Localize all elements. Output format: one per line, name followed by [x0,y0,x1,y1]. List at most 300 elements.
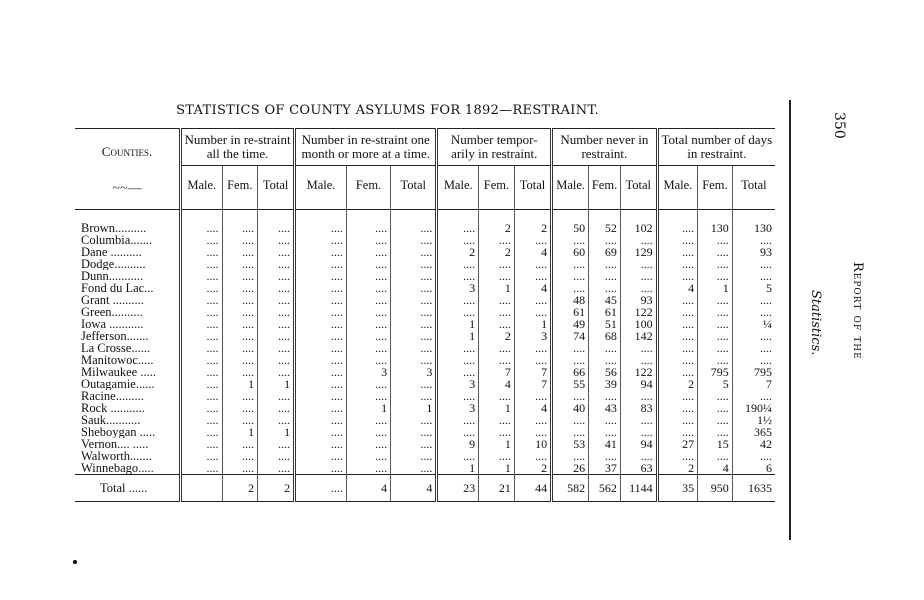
table-cell: .... [620,450,657,462]
table-cell: 41 [589,438,621,450]
table-cell: 1 [437,318,479,330]
table-cell: .... [657,234,697,246]
table-cell: .... [657,306,697,318]
table-cell: .... [295,366,347,378]
table-cell: .... [589,234,621,246]
table-cell: .... [258,258,295,270]
sub-header-fem: Fem. [346,166,390,210]
table-cell: .... [657,354,697,366]
table-cell: .... [479,318,515,330]
table-cell: .... [181,438,223,450]
table-cell: .... [514,450,551,462]
table-cell: .... [589,414,621,426]
sub-header-fem: Fem. [698,166,733,210]
table-cell: .... [657,414,697,426]
table-cell: .... [620,354,657,366]
table-cell: .... [181,342,223,354]
table-cell: .... [437,234,479,246]
group-header-total-days: Total number of days in restraint. [657,129,775,166]
table-cell: .... [514,414,551,426]
table-cell: 55 [552,378,589,390]
table-cell: .... [258,450,295,462]
table-cell: 7 [732,378,775,390]
table-cell: 129 [620,246,657,258]
county-name: Outagamie...... [81,378,155,390]
table-cell: .... [391,414,437,426]
table-cell: .... [181,246,223,258]
table-cell: 562 [589,475,621,502]
table-cell: .... [698,450,733,462]
table-cell: .... [657,258,697,270]
sub-header-male: Male. [181,166,223,210]
county-name: Columbia....... [81,234,153,246]
table-cell: .... [437,390,479,402]
table-cell: .... [181,414,223,426]
table-cell: .... [732,234,775,246]
table-cell: .... [391,462,437,475]
table-cell: .... [222,450,258,462]
table-cell: .... [620,234,657,246]
table-cell: .... [657,390,697,402]
table-cell: .... [552,234,589,246]
county-name: Rock ........... [81,402,145,414]
table-cell: .... [258,354,295,366]
table-cell: .... [552,414,589,426]
table-cell: .... [620,258,657,270]
table-cell: .... [657,222,697,234]
table-cell: .... [589,270,621,282]
table-cell: .... [732,354,775,366]
table-cell: .... [295,354,347,366]
table-cell: .... [698,342,733,354]
table-cell: .... [222,330,258,342]
table-cell: .... [258,246,295,258]
table-cell: 4 [514,282,551,294]
table-cell: 2 [258,475,295,502]
sub-header-male: Male. [437,166,479,210]
table-cell: 1 [437,330,479,342]
table-cell: .... [620,390,657,402]
table-cell: .... [181,390,223,402]
table-cell: 63 [620,462,657,475]
county-name: Racine......... [81,390,144,402]
sub-header-total: Total [732,166,775,210]
table-cell: .... [620,342,657,354]
table-cell: .... [222,390,258,402]
table-cell: 1 [479,402,515,414]
table-cell: 4 [391,475,437,502]
group-header-row [75,129,775,166]
county-name: Grant .......... [81,294,144,306]
table-cell: .... [346,330,390,342]
county-name: Vernon.... ..... [81,438,149,450]
county-name: Manitowoc..... [81,354,154,366]
table-cell: .... [295,378,347,390]
table-cell: .... [258,222,295,234]
table-cell: .... [295,258,347,270]
table-cell: 44 [514,475,551,502]
table-cell: .... [437,294,479,306]
table-cell: .... [437,426,479,438]
table-cell: .... [698,402,733,414]
table-cell: .... [479,342,515,354]
table-cell: .... [732,270,775,282]
table-cell: .... [391,246,437,258]
sub-header-total: Total [514,166,551,210]
table-cell: .... [346,426,390,438]
table-cell: .... [181,222,223,234]
table-cell: .... [391,390,437,402]
table-cell: 5 [698,378,733,390]
table-cell: .... [514,390,551,402]
sub-header-male: Male. [552,166,589,210]
table-cell: .... [437,414,479,426]
table-cell: 94 [620,438,657,450]
table-cell: .... [732,258,775,270]
table-cell: .... [514,270,551,282]
table-cell: .... [620,426,657,438]
total-label: Total ...... [75,475,181,502]
table-cell: .... [657,318,697,330]
table-cell: 1 [479,462,515,475]
table-cell: 1 [346,402,390,414]
table-cell: .... [479,306,515,318]
table-cell: 26 [552,462,589,475]
table-cell: .... [295,426,347,438]
table-cell: .... [222,234,258,246]
group-header-one-month: Number in re-straint one month or more at a time. [295,129,437,166]
table-cell: .... [657,426,697,438]
table-cell: .... [479,414,515,426]
table-cell: .... [732,330,775,342]
table-cell: 1635 [732,475,775,502]
table-cell: 4 [514,402,551,414]
sub-header-fem: Fem. [589,166,621,210]
table-cell: .... [222,270,258,282]
table-cell: 93 [620,294,657,306]
table-cell: 6 [732,462,775,475]
county-name: Iowa ........... [81,318,144,330]
table-cell: 51 [589,318,621,330]
sub-header-total: Total [391,166,437,210]
table-cell: 3 [437,378,479,390]
table-cell: .... [514,294,551,306]
table-cell: .... [391,342,437,354]
table-cell: .... [437,222,479,234]
table-cell: 83 [620,402,657,414]
table-cell: 43 [589,402,621,414]
county-name: Sheboygan ..... [81,426,156,438]
table-cell: .... [589,258,621,270]
table-cell: .... [514,306,551,318]
table-cell: .... [514,258,551,270]
table-cell: .... [258,390,295,402]
table-cell: 130 [698,222,733,234]
table-cell: .... [346,354,390,366]
table-cell: .... [295,330,347,342]
table-cell: 4 [698,462,733,475]
table-cell: .... [698,330,733,342]
county-name: La Crosse...... [81,342,151,354]
table-cell: 1 [479,438,515,450]
sub-header-fem: Fem. [222,166,258,210]
table-cell: .... [181,378,223,390]
table-cell: .... [479,258,515,270]
table-cell: 1½ [732,414,775,426]
table-cell: .... [222,366,258,378]
table-cell: .... [222,258,258,270]
table-cell: 795 [698,366,733,378]
table-cell: .... [620,414,657,426]
table-cell: .... [391,258,437,270]
table-cell: 2 [514,222,551,234]
table-cell: .... [181,270,223,282]
table-cell: .... [222,354,258,366]
table-cell: .... [391,378,437,390]
table-cell: .... [589,282,621,294]
table-cell: .... [295,438,347,450]
table-cell: .... [346,414,390,426]
table-cell: .... [479,270,515,282]
table-cell: 60 [552,246,589,258]
table-cell: .... [181,294,223,306]
table-cell: 795 [732,366,775,378]
table-cell: .... [222,342,258,354]
total-row [75,475,775,502]
table-cell: .... [437,258,479,270]
table-cell: 3 [391,366,437,378]
table-cell: .... [346,342,390,354]
table-cell: .... [657,402,697,414]
section-head: Statistics. [808,290,823,356]
table-cell: 122 [620,366,657,378]
table-cell: .... [657,330,697,342]
table-cell: .... [437,306,479,318]
table-cell: .... [437,366,479,378]
table-cell: 3 [346,366,390,378]
table-cell: .... [552,450,589,462]
table-cell: 365 [732,426,775,438]
table-cell: 2 [479,246,515,258]
table-cell: .... [391,234,437,246]
table-cell: .... [514,234,551,246]
table-row [75,390,775,402]
table-cell: .... [346,438,390,450]
table-cell: .... [258,282,295,294]
table-cell: .... [732,294,775,306]
county-name: Dodge.......... [81,258,146,270]
table-cell: .... [258,270,295,282]
county-name: Fond du Lac... [81,282,154,294]
table-cell: .... [346,246,390,258]
table-cell: 1 [258,378,295,390]
table-cell: .... [181,426,223,438]
county-name: Green.......... [81,306,143,318]
table-cell: 122 [620,306,657,318]
table-cell: 1 [698,282,733,294]
table-cell: .... [620,282,657,294]
restraint-table [75,128,775,502]
table-cell: 48 [552,294,589,306]
table-cell: .... [295,270,347,282]
table-cell: 7 [514,378,551,390]
sub-header-total: Total [258,166,295,210]
table-cell: .... [181,462,223,475]
sub-header-male: Male. [295,166,347,210]
table-cell: 52 [589,222,621,234]
table-cell: 40 [552,402,589,414]
table-cell: .... [222,222,258,234]
sub-header-fem: Fem. [479,166,515,210]
county-name: Jefferson....... [81,330,149,342]
table-cell: .... [589,450,621,462]
table-cell: .... [295,462,347,475]
table-cell: .... [258,306,295,318]
table-cell: 130 [732,222,775,234]
table-cell: .... [552,354,589,366]
table-cell: .... [346,222,390,234]
table-cell: .... [346,378,390,390]
table-cell: 94 [620,378,657,390]
table-cell: 61 [552,306,589,318]
table-cell: 42 [732,438,775,450]
table-cell: .... [698,318,733,330]
table-cell: 4 [657,282,697,294]
table-cell: .... [479,294,515,306]
table-cell: .... [391,222,437,234]
table-cell: .... [346,234,390,246]
table-cell: .... [391,270,437,282]
table-cell: 100 [620,318,657,330]
header-swash-ornament: ~~— [112,181,142,196]
table-cell: .... [479,390,515,402]
table-cell: .... [222,282,258,294]
table-cell: 50 [552,222,589,234]
spacer-cell [75,210,181,223]
table-cell: .... [181,258,223,270]
table-cell: .... [437,342,479,354]
table-cell: .... [698,390,733,402]
county-name: Dane .......... [81,246,142,258]
table-cell: .... [222,414,258,426]
table-cell: .... [514,354,551,366]
table-cell: .... [698,258,733,270]
table-cell: .... [698,354,733,366]
table-cell: .... [698,246,733,258]
table-cell: .... [657,246,697,258]
table-cell: .... [552,270,589,282]
table-cell: 1 [222,426,258,438]
table-cell: .... [295,294,347,306]
group-header-never: Number never in restraint. [552,129,658,166]
table-cell: .... [391,330,437,342]
running-head: Report of the [850,262,865,360]
table-cell: .... [222,318,258,330]
table-cell: 2 [657,378,697,390]
table-row [75,354,775,366]
table-cell: 56 [589,366,621,378]
table-cell: .... [437,450,479,462]
table-cell: .... [391,450,437,462]
table-cell: 45 [589,294,621,306]
table-cell: .... [295,222,347,234]
table-cell: 1 [391,402,437,414]
table-cell: 4 [479,378,515,390]
table-cell: .... [346,450,390,462]
table-cell: 10 [514,438,551,450]
table-cell: 15 [698,438,733,450]
table-cell: 1 [479,282,515,294]
table-cell: .... [698,234,733,246]
county-name: Walworth....... [81,450,152,462]
table-cell: .... [479,234,515,246]
table-cell: .... [698,414,733,426]
table-cell: 190¼ [732,402,775,414]
table-cell: 49 [552,318,589,330]
table-cell: .... [514,426,551,438]
table-cell: .... [181,354,223,366]
table-cell: 3 [514,330,551,342]
table-cell: .... [222,246,258,258]
table-cell: .... [258,414,295,426]
table-cell: .... [181,318,223,330]
table-body [75,210,775,502]
table-cell: .... [258,366,295,378]
table-cell: .... [732,342,775,354]
table-cell: .... [657,450,697,462]
table-cell: .... [258,318,295,330]
table-cell: .... [295,450,347,462]
table-cell: .... [346,318,390,330]
table-cell: 1144 [620,475,657,502]
table-cell: .... [258,330,295,342]
table-cell: .... [346,390,390,402]
table-cell: .... [295,318,347,330]
table-cell: .... [222,306,258,318]
table-cell: 2 [222,475,258,502]
table-cell: .... [346,294,390,306]
table-cell: .... [391,282,437,294]
table-cell: 68 [589,330,621,342]
table-cell: 102 [620,222,657,234]
table-cell: .... [698,294,733,306]
table-cell: .... [295,282,347,294]
table-cell: .... [698,306,733,318]
table-cell: .... [589,426,621,438]
table-cell [181,475,223,502]
table-cell: .... [589,390,621,402]
counties-header [75,129,181,210]
table-cell: 61 [589,306,621,318]
table-cell: .... [295,234,347,246]
table-cell: .... [258,234,295,246]
table-cell: .... [295,246,347,258]
table-cell: 23 [437,475,479,502]
table-cell: 950 [698,475,733,502]
county-name: Brown.......... [81,222,147,234]
table-cell: .... [391,306,437,318]
table-cell: .... [346,258,390,270]
table-cell: 27 [657,438,697,450]
table-cell: .... [391,294,437,306]
table-cell: .... [222,402,258,414]
table-cell: .... [222,462,258,475]
table-cell: .... [732,450,775,462]
table-cell: .... [437,270,479,282]
table-cell: 2 [437,246,479,258]
sub-header-male: Male. [657,166,697,210]
table-cell: .... [732,390,775,402]
